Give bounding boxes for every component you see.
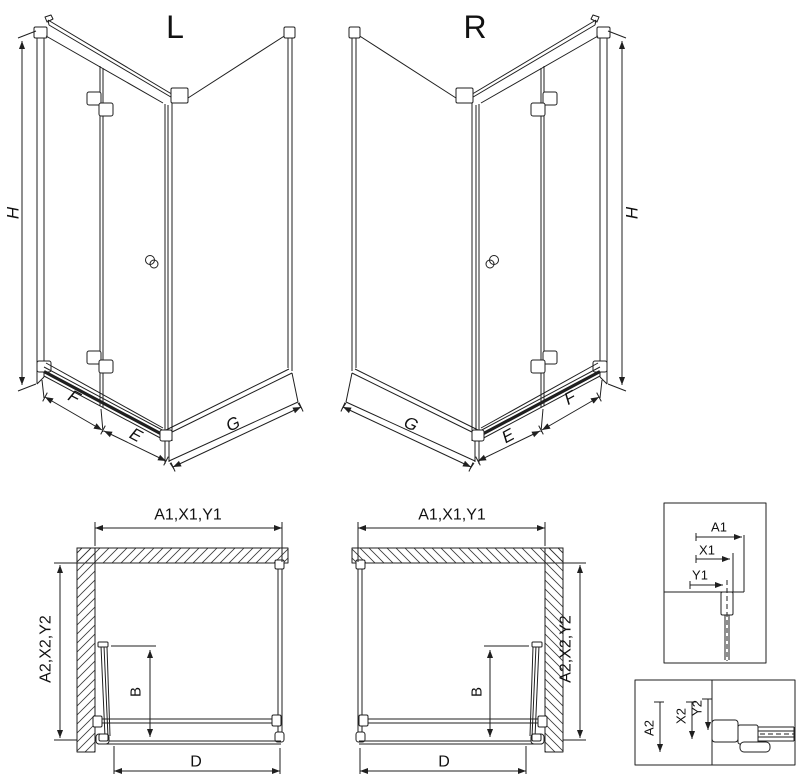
- dim-label-f: F: [64, 386, 84, 408]
- view-3d-left-variant: [4, 9, 304, 472]
- detail-dim-x1: [696, 543, 730, 564]
- detail-label-y2: Y2: [689, 700, 705, 716]
- variant-label-l: L: [166, 9, 184, 45]
- plan-view-left: [38, 507, 289, 775]
- dim-label-h: H: [622, 206, 642, 220]
- detail-label-y1: Y1: [692, 567, 708, 583]
- dim-label-b: B: [468, 686, 486, 698]
- dim-label-depth: A2,X2,Y2: [37, 615, 55, 683]
- dim-label-width: A1,X1,Y1: [418, 506, 486, 524]
- dim-label-e: E: [126, 423, 146, 447]
- dim-label-f: F: [560, 387, 580, 409]
- dim-label-e: E: [498, 424, 518, 448]
- detail-label-a1: A1: [711, 519, 727, 535]
- dim-label-g: G: [222, 412, 244, 436]
- dim-label-b: B: [127, 686, 145, 698]
- detail-dim-y1: [690, 568, 723, 590]
- detail-label-a2: A2: [641, 720, 657, 736]
- detail-label-x2: X2: [673, 708, 689, 724]
- dim-label-depth: A2,X2,Y2: [557, 615, 575, 683]
- detail-wall-profile: [664, 503, 766, 663]
- variant-label-r: R: [463, 9, 487, 45]
- dim-label-h: H: [3, 206, 23, 220]
- detail-dim-y2: [690, 699, 713, 730]
- view-3d-right-variant: [341, 9, 642, 472]
- dim-label-g: G: [400, 412, 422, 436]
- detail-dim-a1: [696, 520, 742, 542]
- detail-dim-a2: [642, 702, 665, 752]
- plan-view-right: [352, 507, 586, 775]
- detail-label-x1: X1: [699, 542, 715, 558]
- detail-floor-profile: [635, 680, 795, 765]
- dim-label-width: A1,X1,Y1: [154, 506, 222, 524]
- dim-label-d: D: [190, 753, 202, 771]
- dim-label-d: D: [438, 753, 450, 771]
